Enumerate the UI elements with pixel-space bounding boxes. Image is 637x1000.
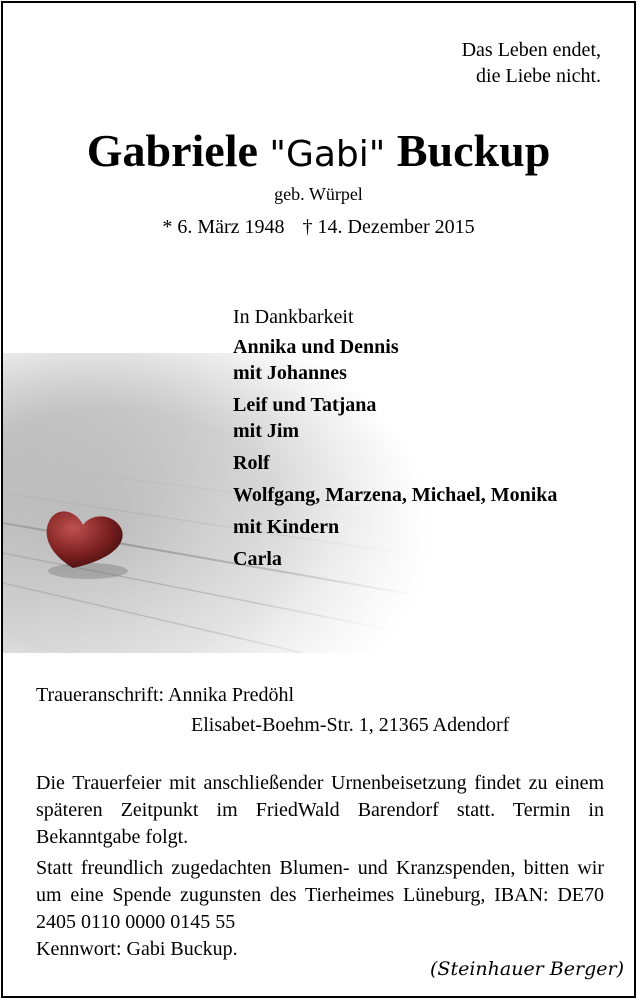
mourner-line: Annika und Dennis	[233, 336, 399, 358]
mourner-line: Wolfgang, Marzena, Michael, Monika	[233, 484, 558, 506]
quote-line-2: die Liebe nicht.	[476, 65, 601, 87]
funeral-home-signature: (Steinhauer Berger)	[430, 958, 624, 980]
last-name: Buckup	[396, 125, 551, 176]
mourner-line: mit Kindern	[233, 516, 340, 538]
mourner-line: Carla	[233, 548, 282, 570]
mourner-line: Rolf	[233, 452, 270, 474]
ceremony-paragraph: Die Trauerfeier mit anschließender Urnenbeisetzung findet zu einem späteren Zeitpunkt im FriedWald Barendorf statt. Termin in Bekanntgabe folgt.	[36, 772, 604, 848]
address-label-line: Traueranschrift: Annika Predöhl	[36, 684, 295, 706]
quote	[462, 37, 601, 89]
mourner-line: Leif und Tatjana	[233, 394, 377, 416]
donation-keyword: Kennwort: Gabi Buckup.	[36, 938, 238, 960]
mourners-intro: In Dankbarkeit	[233, 306, 354, 328]
mourner-line: mit Johannes	[233, 362, 347, 384]
obituary-notice	[1, 1, 636, 998]
mourning-address	[36, 680, 509, 740]
donation-paragraph	[36, 855, 604, 963]
deceased-name	[3, 123, 634, 183]
nickname: "Gabi"	[269, 134, 386, 175]
birth-date: * 6. März 1948	[162, 216, 285, 238]
mourner-line: mit Jim	[233, 420, 300, 442]
address-street-line: Elisabet-Boehm-Str. 1, 21365 Adendorf	[191, 714, 510, 736]
quote-line-1: Das Leben endet,	[461, 39, 601, 61]
first-name: Gabriele	[86, 125, 258, 176]
birth-name: geb. Würpel	[274, 184, 363, 204]
death-date: † 14. Dezember 2015	[302, 216, 475, 238]
life-dates	[3, 214, 634, 240]
donation-text: Statt freundlich zugedachten Blumen- und Kranzspenden, bitten wir um eine Spende zugunsten des Tierheimes Lüneburg, IBAN: DE70 2405 0110 0000 0145 55	[36, 857, 604, 933]
mourners-list	[233, 304, 557, 572]
